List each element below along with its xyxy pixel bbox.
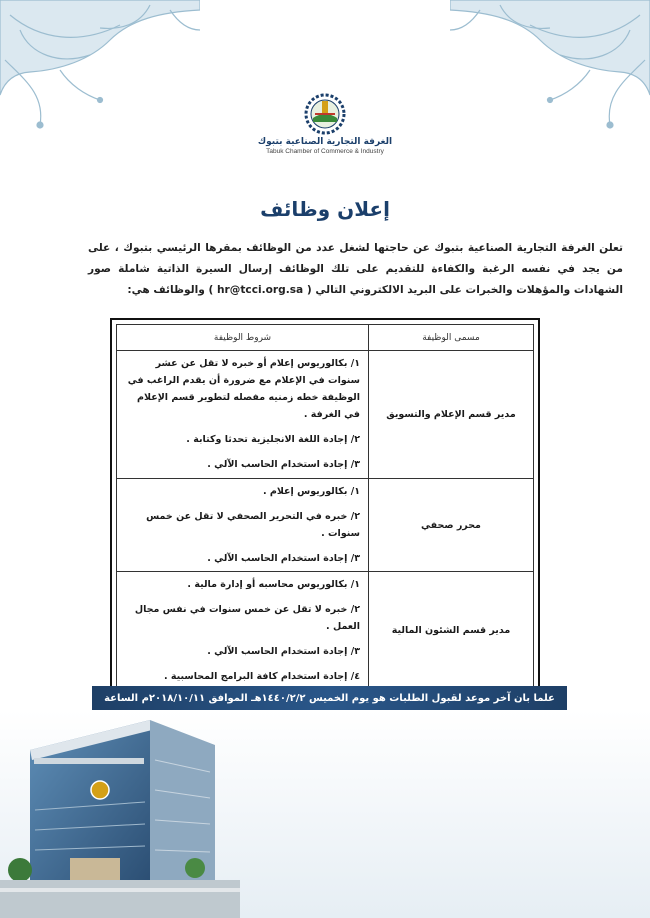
corner-ornament-right (450, 0, 650, 130)
page-title: إعلان وظائف (260, 197, 390, 221)
condition-item: ١/ بكالوريوس إعلام . (262, 486, 360, 497)
condition-item: ٢/ إجادة اللغة الانجليزية تحدثا وكتابة . (186, 434, 360, 445)
table-row (117, 351, 534, 479)
conditions-cell (117, 572, 369, 690)
corner-ornament-left (0, 0, 200, 130)
logo-english-name: Tabuk Chamber of Commerce & Industry (266, 148, 384, 155)
role-cell: مدير قسم الإعلام والتسويق (369, 351, 534, 479)
jobs-table (116, 324, 534, 690)
chamber-building-illustration (0, 710, 650, 918)
condition-item: ١/ بكالوريوس إعلام أو خبره لا تقل عن عشر سنوات في الإعلام مع ضرورة أن يقدم الراغب في الوظيفة خطه زمنيه مفصله لتطوير قسم الإعلام في الغرفة . (127, 358, 360, 420)
role-cell: مدير قسم الشئون المالية (369, 572, 534, 690)
logo-arabic-name: الغرفة التجارية الصناعية بتبوك (257, 137, 393, 147)
jobs-table-frame (110, 318, 540, 688)
condition-item: ٣/ إجادة استخدام الحاسب الآلي . (207, 459, 360, 470)
condition-item: ٢/ خبره في التحرير الصحفي لا تقل عن خمس سنوات . (146, 511, 360, 539)
condition-item: ٣/ إجادة استخدام الحاسب الآلي . (207, 553, 360, 564)
condition-item: ٣/ إجادة استخدام الحاسب الآلي . (207, 646, 360, 657)
condition-item: ٢/ خبره لا تقل عن خمس سنوات في نفس مجال العمل . (134, 604, 360, 632)
table-row (117, 479, 534, 572)
header-conditions: شروط الوظيفة (117, 325, 369, 351)
chamber-logo (250, 92, 400, 164)
table-row (117, 572, 534, 690)
intro-paragraph: تعلن الغرفة التجارية الصناعية بتبوك عن حاجتها لشغل عدد من الوظائف بمقرها الرئيسي بتبوك ، على من يجد في نفسه الرغبة والكفاءة للتقديم على تلك الوظائف إرسال السيرة الذاتية شاملة صور الشهادات والمؤهلات والخبرات على البريد الالكتروني التالي ( hr@tcci.org.sa ) والوظائف هي: (88, 242, 623, 296)
header-role: مسمى الوظيفة (369, 325, 534, 351)
condition-item: ٤/ إجادة استخدام كافة البرامج المحاسبية . (163, 671, 360, 682)
conditions-cell (117, 479, 369, 572)
conditions-cell (117, 351, 369, 479)
condition-item: ١/ بكالوريوس محاسبه أو إدارة مالية . (187, 579, 360, 590)
role-cell: محرر صحفي (369, 479, 534, 572)
chamber-emblem-icon (295, 92, 355, 136)
deadline-notice: علما بان آخر موعد لقبول الطلبات هو يوم الخميس ١٤٤٠/٢/٢هـ الموافق ٢٠١٨/١٠/١١م الساعة (92, 686, 567, 712)
